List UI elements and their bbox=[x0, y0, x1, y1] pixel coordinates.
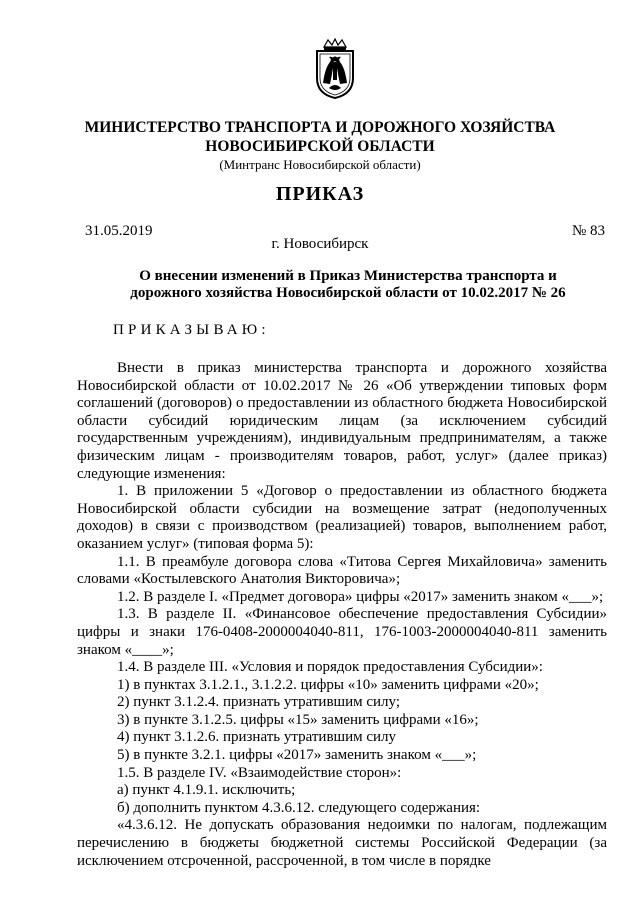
body-subitem-a: а) пункт 4.1.9.1. исключить; bbox=[117, 782, 296, 799]
body-item-1-2: 1.2. В разделе I. «Предмет договора» цифры «2017» заменить знаком «___»; bbox=[117, 588, 604, 605]
body-subitem-1: 1) в пунктах 3.1.2.1., 3.1.2.2. цифры «10» заменить цифрами «20»; bbox=[117, 676, 539, 693]
document-subject: О внесении изменений в Приказ Министерства транспорта и дорожного хозяйства Новосибирской области от 10.02.2017 № 26 bbox=[130, 268, 566, 301]
body-quote: «4.3.6.12. Не допускать образования недоимки по налогам, подлежащим перечислению в бюджеты бюджетной системы Российской Федерации (за исключением отсроченной, рассроченной, в том числе в порядке bbox=[77, 817, 607, 869]
ministry-name-line2: НОВОСИБИРСКОЙ ОБЛАСТИ bbox=[205, 138, 435, 155]
body-subitem-3: 3) в пункте 3.1.2.5. цифры «15» заменить цифрами «16»; bbox=[117, 711, 479, 728]
body-subitem-2: 2) пункт 3.1.2.4. признать утратившим силу; bbox=[117, 694, 401, 711]
document-date: 31.05.2019 bbox=[85, 223, 153, 239]
body-item-1-5: 1.5. В разделе IV. «Взаимодействие сторон»: bbox=[117, 764, 402, 781]
document-city: г. Новосибирск bbox=[271, 236, 369, 252]
document-number: № 83 bbox=[572, 223, 606, 239]
order-word: ПРИКАЗЫВАЮ: bbox=[113, 322, 270, 338]
body-item-1: 1. В приложении 5 «Договор о предоставлении из областного бюджета Новосибирской области субсидии на возмещение затрат (недополученных доходов) в связи с производством (реализацией) товаров, выполнением работ, оказанием услуг» (типовая форма 5): bbox=[77, 483, 607, 552]
body-item-1-4: 1.4. В разделе III. «Условия и порядок предоставления Субсидии»: bbox=[117, 659, 543, 676]
body-subitem-4: 4) пункт 3.1.2.6. признать утратившим силу bbox=[117, 729, 397, 746]
body-item-1-1: 1.1. В преамбуле договора слова «Титова Сергея Михайловича» заменить словами «Костылевского Анатолия Викторовича»; bbox=[77, 553, 607, 588]
body-item-1-3: 1.3. В разделе II. «Финансовое обеспечение предоставления Субсидии» цифры и знаки 176-0408-2000004040-811, 176-1003-2000004040-811 заменить знаком «____»; bbox=[77, 606, 607, 658]
document-body bbox=[77, 360, 607, 870]
ministry-short-name: (Минтранс Новосибирской области) bbox=[219, 157, 421, 172]
coat-of-arms-icon bbox=[310, 38, 360, 100]
ministry-name bbox=[0, 118, 640, 156]
ministry-name-line1: МИНИСТЕРСТВО ТРАНСПОРТА И ДОРОЖНОГО ХОЗЯЙСТВА bbox=[84, 119, 556, 136]
body-intro: Внести в приказ министерства транспорта и дорожного хозяйства Новосибирской области от 10.02.2017 № 26 «Об утверждении типовых форм соглашений (договоров) о предоставлении из областного бюджета Новосибирской области субсидий юридическим лицам (за исключением субсидий государственным учреждениям), индивидуальным предпринимателям, а также физическим лицам - производителям товаров, работ, услуг» (далее приказ) следующие изменения: bbox=[77, 360, 607, 482]
body-subitem-b: б) дополнить пунктом 4.3.6.12. следующего содержания: bbox=[117, 799, 481, 816]
document-type-title: ПРИКАЗ bbox=[275, 183, 365, 205]
body-subitem-5: 5) в пункте 3.2.1. цифры «2017» заменить знаком «___»; bbox=[117, 747, 477, 764]
